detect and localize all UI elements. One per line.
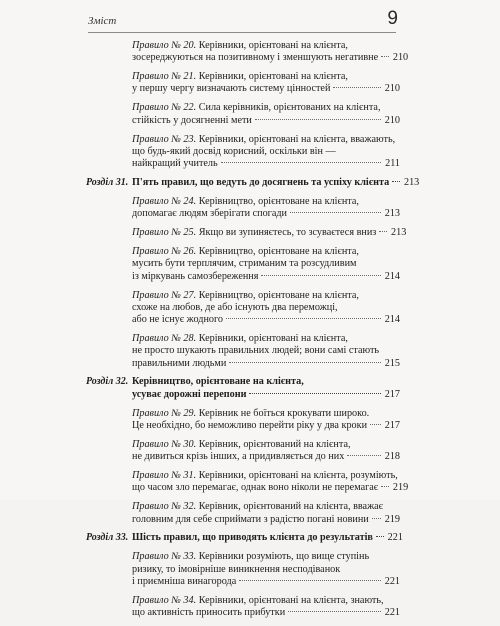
dot-leader: [255, 119, 381, 120]
toc-line: [132, 227, 407, 239]
toc-line-text: [132, 134, 395, 146]
toc-line-text: [132, 470, 398, 482]
entry-page-number: 213: [391, 227, 407, 239]
toc-line: [132, 246, 400, 258]
entry-title-text: Керівники, орієнтовані на клієнта, вважають,: [198, 133, 396, 145]
toc-line-text: [132, 607, 285, 619]
section-title: Зміст: [88, 15, 117, 27]
dot-leader: [372, 518, 381, 519]
toc-chapter-entry: [86, 376, 400, 401]
toc-line-text: [132, 258, 356, 270]
toc-line-text: [132, 302, 338, 314]
entry-title-text: що будь-який досвід корисний, оскільки він —: [132, 145, 336, 157]
entry-page-number: 210: [384, 114, 400, 126]
dot-leader: [288, 611, 381, 612]
toc-line-text: [132, 271, 258, 283]
entry-title-text: Шість правил, що приводять клієнта до результатів: [132, 532, 373, 544]
entry-page-number: 214: [384, 270, 400, 282]
entry-page-number: 214: [384, 314, 400, 326]
toc-line: [132, 470, 400, 482]
entry-title-text: Керівництво, орієнтоване на клієнта,: [198, 246, 359, 258]
toc-line: [132, 532, 403, 544]
toc-line: [132, 514, 400, 526]
dot-leader: [379, 231, 387, 232]
toc-line-text: [132, 115, 252, 127]
toc-line: [132, 595, 400, 607]
toc-line: [132, 302, 400, 314]
entry-page-number: 221: [384, 575, 400, 587]
entry-title-text: Керівники, орієнтовані на клієнта, знають,: [198, 594, 384, 606]
entry-title-text: зосереджуються на позитивному і зменшують негативне: [132, 52, 379, 64]
toc-line-text: [132, 514, 369, 526]
entry-page-number: 218: [384, 451, 400, 463]
entry-page-number: 217: [384, 388, 400, 400]
entry-title-text: не просто шукають правильних людей; вони самі стають: [132, 345, 380, 357]
toc-rule-entry: [86, 227, 407, 239]
toc-line: [132, 420, 400, 432]
entry-page-number: 221: [384, 607, 400, 619]
dot-leader: [249, 393, 381, 394]
entry-page-number: 215: [384, 357, 400, 369]
toc-rule-entry: [86, 290, 400, 327]
entry-title-text: Керівництво, орієнтоване на клієнта,: [198, 195, 359, 207]
rule-number: Правило № 31.: [132, 470, 197, 482]
toc-line-text: [132, 83, 330, 95]
toc-line-text: [132, 451, 344, 463]
toc-chapter-entry: [86, 177, 420, 189]
page-number: 9: [387, 8, 398, 29]
toc-line: [132, 564, 400, 576]
entry-title-text: найкращий учитель: [132, 158, 218, 170]
entry-page-number: 221: [387, 532, 403, 544]
entry-title-text: Керівники розуміють, що вище ступінь: [198, 551, 370, 563]
toc-line: [132, 52, 409, 64]
entry-title-text: Керівництво, орієнтоване на клієнта,: [198, 289, 359, 301]
toc-rule-entry: [86, 40, 409, 65]
toc-rule-entry: [86, 134, 400, 171]
toc-rule-entry: [86, 333, 400, 370]
dot-leader: [221, 162, 381, 163]
entry-title-text: Керівник не боїться крокувати широко.: [198, 407, 370, 419]
toc-rule-entry: [86, 71, 400, 96]
entry-title-text: Сила керівників, орієнтованих на клієнта,: [198, 102, 381, 114]
rule-number: Правило № 25.: [132, 227, 197, 239]
entry-title-text: Якщо ви зупиняєтесь, то зсуваєтеся вниз: [198, 227, 377, 239]
toc-line-text: [132, 71, 348, 83]
entry-page-number: 219: [384, 513, 400, 525]
toc-line: [132, 389, 400, 401]
toc-line: [132, 576, 400, 588]
entry-title-text: П'ять правил, що ведуть до досягнень та успіху клієнта: [132, 177, 390, 189]
entry-title-text: усуває дорожні перепони: [132, 388, 247, 400]
rule-number: Правило № 22.: [132, 102, 197, 114]
toc-line-text: [132, 389, 246, 401]
entry-title-text: і приємніша винагорода: [132, 575, 237, 587]
dot-leader: [229, 362, 381, 363]
toc-line-text: [132, 196, 359, 208]
entry-title-text: Керівництво, орієнтоване на клієнта,: [132, 376, 304, 388]
entry-title-text: головним для себе сприймати з радістю погані новини: [132, 513, 369, 525]
dot-leader: [347, 455, 381, 456]
toc-chapter-entry: [86, 532, 403, 544]
toc-line-text: [132, 576, 236, 588]
toc-line-text: [132, 408, 369, 420]
toc-line-text: [132, 227, 376, 239]
chapter-label: Розділ 32.: [86, 376, 129, 388]
toc-line: [132, 177, 420, 189]
toc-line: [132, 439, 400, 451]
rule-number: Правило № 21.: [132, 71, 197, 83]
rule-number: Правило № 24.: [132, 195, 197, 207]
toc-line: [132, 40, 400, 52]
toc-line: [132, 451, 400, 463]
dot-leader: [392, 181, 400, 182]
entry-title-text: допомагає людям зберігати спогади: [132, 208, 287, 220]
rule-number: Правило № 23.: [132, 133, 197, 145]
entry-title-text: Керівники, орієнтовані на клієнта, розуміють,: [198, 470, 398, 482]
entry-title-text: Керівники, орієнтовані на клієнта,: [198, 40, 348, 51]
dot-leader: [226, 318, 381, 319]
entry-page-number: 211: [385, 158, 400, 170]
toc-line-text: [132, 482, 378, 494]
rule-number: Правило № 30.: [132, 438, 197, 450]
toc-line: [132, 482, 409, 494]
toc-rule-entry: [86, 470, 409, 495]
toc-rule-entry: [86, 501, 400, 526]
entry-title-text: що часом зло перемагає, однак воно ніколи не перемагає: [132, 482, 379, 494]
entry-title-text: Керівник, орієнтований на клієнта,: [198, 438, 351, 450]
entry-page-number: 217: [384, 419, 400, 431]
rule-number: Правило № 29.: [132, 407, 197, 419]
toc-line: [132, 258, 400, 270]
toc-line-text: [132, 290, 359, 302]
entry-page-number: 210: [384, 83, 400, 95]
rule-number: Правило № 27.: [132, 289, 197, 301]
toc-line-text: [132, 158, 218, 170]
toc-line: [132, 551, 400, 563]
toc-line-text: [132, 177, 389, 189]
toc-line-text: [132, 376, 304, 388]
entry-title-text: що активність приносить прибутки: [132, 607, 286, 619]
entry-title-text: Керівник, орієнтований на клієнта, вважає: [198, 501, 384, 513]
dot-leader: [239, 580, 381, 581]
toc-line-text: [132, 501, 383, 513]
toc-line: [132, 408, 400, 420]
toc-line-text: [132, 314, 223, 326]
toc-line-text: [132, 208, 287, 220]
entry-title-text: стійкість у досягненні мети: [132, 114, 252, 126]
toc-rule-entry: [86, 246, 400, 283]
entry-page-number: 219: [392, 482, 409, 494]
toc-line: [132, 376, 400, 388]
toc-line-text: [132, 146, 336, 158]
entry-title-text: Керівники, орієнтовані на клієнта,: [198, 332, 348, 344]
entry-page-number: 210: [392, 52, 409, 64]
toc-line: [132, 333, 400, 345]
rule-number: Правило № 28.: [132, 332, 197, 344]
toc-rule-entry: [86, 595, 400, 620]
toc-line-text: [132, 532, 373, 544]
dot-leader: [333, 87, 381, 88]
rule-number: Правило № 26.: [132, 246, 197, 258]
toc-line: [132, 358, 400, 370]
toc-line: [132, 102, 400, 114]
page-header: [88, 10, 396, 33]
toc-line: [132, 158, 400, 170]
toc-line-text: [132, 439, 351, 451]
entry-title-text: із міркувань самозбереження: [132, 270, 259, 282]
toc-line-text: [132, 551, 369, 563]
toc-line-text: [132, 246, 359, 258]
toc-line-text: [132, 333, 348, 345]
entry-title-text: мусить бути терплячим, стриманим та розсудливим: [132, 258, 357, 270]
entry-title-text: не дивиться крізь інших, а придивляється до них: [132, 451, 345, 463]
rule-number: Правило № 32.: [132, 501, 197, 513]
entry-page-number: 213: [403, 177, 420, 189]
toc-line: [132, 115, 400, 127]
toc-rule-entry: [86, 439, 400, 464]
chapter-label: Розділ 31.: [86, 177, 129, 189]
toc-line: [132, 314, 400, 326]
toc-line-text: [132, 595, 384, 607]
entry-page-number: 213: [384, 208, 400, 220]
entry-title-text: схоже на любов, де або існують два переможці,: [132, 301, 338, 313]
toc-line-text: [132, 40, 348, 52]
dot-leader: [381, 56, 389, 57]
chapter-label: Розділ 33.: [86, 532, 129, 544]
toc-line: [132, 83, 400, 95]
entry-title-text: правильними людьми: [132, 357, 227, 369]
toc-line: [132, 271, 400, 283]
dot-leader: [381, 486, 389, 487]
toc-line-text: [132, 52, 378, 64]
rule-number: Правило № 33.: [132, 551, 197, 563]
toc-rule-entry: [86, 102, 400, 127]
toc-line-text: [132, 420, 367, 432]
dot-leader: [290, 212, 381, 213]
rule-number: Правило № 34.: [132, 594, 197, 606]
toc-line: [132, 146, 400, 158]
toc-rule-entry: [86, 551, 400, 588]
toc-line: [132, 345, 400, 357]
toc-line: [132, 196, 400, 208]
toc-line: [132, 134, 400, 146]
rule-number: Правило № 20.: [132, 40, 197, 51]
dot-leader: [376, 536, 384, 537]
dot-leader: [370, 424, 381, 425]
entry-title-text: або не існує жодного: [132, 314, 224, 326]
toc-line-text: [132, 564, 340, 576]
toc-line: [132, 71, 400, 83]
toc-rule-entry: [86, 196, 400, 221]
toc-line: [132, 501, 400, 513]
toc-line: [132, 607, 400, 619]
entry-title-text: у першу чергу визначають систему цінностей: [132, 83, 331, 95]
entry-title-text: Керівники, орієнтовані на клієнта,: [198, 71, 348, 83]
toc-line-text: [132, 102, 381, 114]
dot-leader: [261, 275, 381, 276]
toc-rule-entry: [86, 408, 400, 433]
toc-line: [132, 290, 400, 302]
toc-line-text: [132, 358, 226, 370]
toc-line-text: [132, 345, 379, 357]
table-of-contents: [86, 40, 420, 626]
toc-line: [132, 208, 400, 220]
entry-title-text: Це необхідно, бо неможливо перейти ріку у два кроки: [132, 419, 368, 431]
entry-title-text: ризику, то імовірніше виникнення несподіванок: [132, 563, 341, 575]
